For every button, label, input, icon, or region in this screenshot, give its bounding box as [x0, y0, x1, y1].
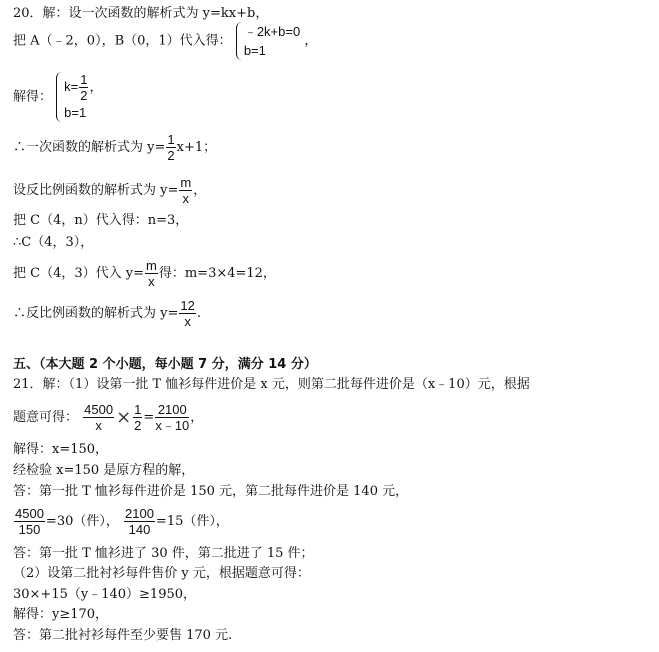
q21-line-8: （2）设第二批衬衫每件售价 y 元，根据题意可得： [13, 566, 310, 581]
times-sign: × [116, 406, 132, 428]
fraction: $\frac{1}{2}$ [134, 402, 142, 433]
q21-line-10: 解得：y≥170， [13, 607, 109, 622]
fraction: $\frac{12}{x}$ [180, 298, 195, 329]
q20-solution-k: k= $\frac{1}{2}$ ， [64, 72, 103, 104]
section-heading: 五、（本大题 2 个小题，每小题 7 分，满分 14 分） [13, 357, 317, 372]
fraction: $\frac{1}{2}$ [80, 72, 88, 104]
fraction: $\frac{4500}{x}$ [84, 402, 114, 433]
q20-line-9: ∴反比例函数的解析式为 y= $\frac{12}{x}$ . [13, 298, 201, 329]
q20-system-eq2: b=1 [243, 43, 266, 58]
q21-line-9: 30×+15（y﹣140）≥1950， [13, 587, 197, 602]
q20-system-eq1: ﹣2k+b=0 [243, 24, 301, 39]
q21-line-2: 题意可得： $\frac{4500}{x}$ × $\frac{1}{2}$ = $\frac{2100}{x﹣10}$ ， [13, 402, 204, 433]
q21-line-7: 答：第一批 T 恤衫进了 30 件，第二批进了 15 件； [13, 546, 314, 561]
brace-icon [236, 22, 243, 60]
q20-substitute-text: 把 A（﹣2，0），B（0，1）代入得： [13, 33, 232, 49]
q21-line-4: 经检验 x=150 是原方程的解， [13, 463, 195, 478]
q20-line-3 [13, 72, 103, 122]
q20-line-1: 20．解：设一次函数的解析式为 y=kx+b， [13, 6, 269, 21]
fraction: $\frac{m}{x}$ [146, 258, 157, 289]
q20-line-5: 设反比例函数的解析式为 y= $\frac{m}{x}$ ， [13, 175, 207, 206]
q20-line-4: ∴一次函数的解析式为 y= $\frac{1}{2}$ x+1； [13, 132, 217, 163]
q20-line-7: ∴C（4，3）， [13, 235, 94, 250]
q20-equation-system [236, 22, 300, 60]
fraction: $\frac{2100}{140}$ [125, 506, 154, 537]
q20-line-6: 把 C（4，n）代入得：n=3， [13, 213, 189, 228]
fraction: $\frac{m}{x}$ [180, 175, 192, 206]
brace-icon [56, 72, 63, 122]
q21-line-5: 答：第一批 T 恤衫每件进价是 150 元，第二批每件进价是 140 元， [13, 484, 409, 499]
fraction: $\frac{4500}{150}$ [15, 506, 44, 537]
q20-solution-b: b=1 [64, 105, 87, 121]
q21-line-1: 21．解：（1）设第一批 T 恤衫每件进价是 x 元，则第二批每件进价是（x﹣10）元，根据 [13, 377, 530, 392]
q21-line-11: 答：第二批衬衫每件至少要售 170 元. [13, 628, 233, 643]
fraction: $\frac{1}{2}$ [167, 132, 175, 163]
fraction: $\frac{2100}{x﹣10}$ [155, 402, 190, 433]
q21-line-3: 解得：x=150， [13, 442, 109, 457]
q20-solution-system [56, 72, 102, 122]
q20-line-8: 把 C（4，3）代入 y= $\frac{m}{x}$ 得：m=3×4=12， [13, 258, 276, 289]
q20-comma: ， [304, 33, 318, 49]
q21-line-6: $\frac{4500}{150}$ =30（件）， $\frac{2100}{140}$ =15（件）， [15, 506, 229, 537]
q20-solve-label: 解得： [13, 89, 53, 105]
equals-sign: = [143, 410, 155, 425]
q20-line-2 [13, 22, 317, 60]
